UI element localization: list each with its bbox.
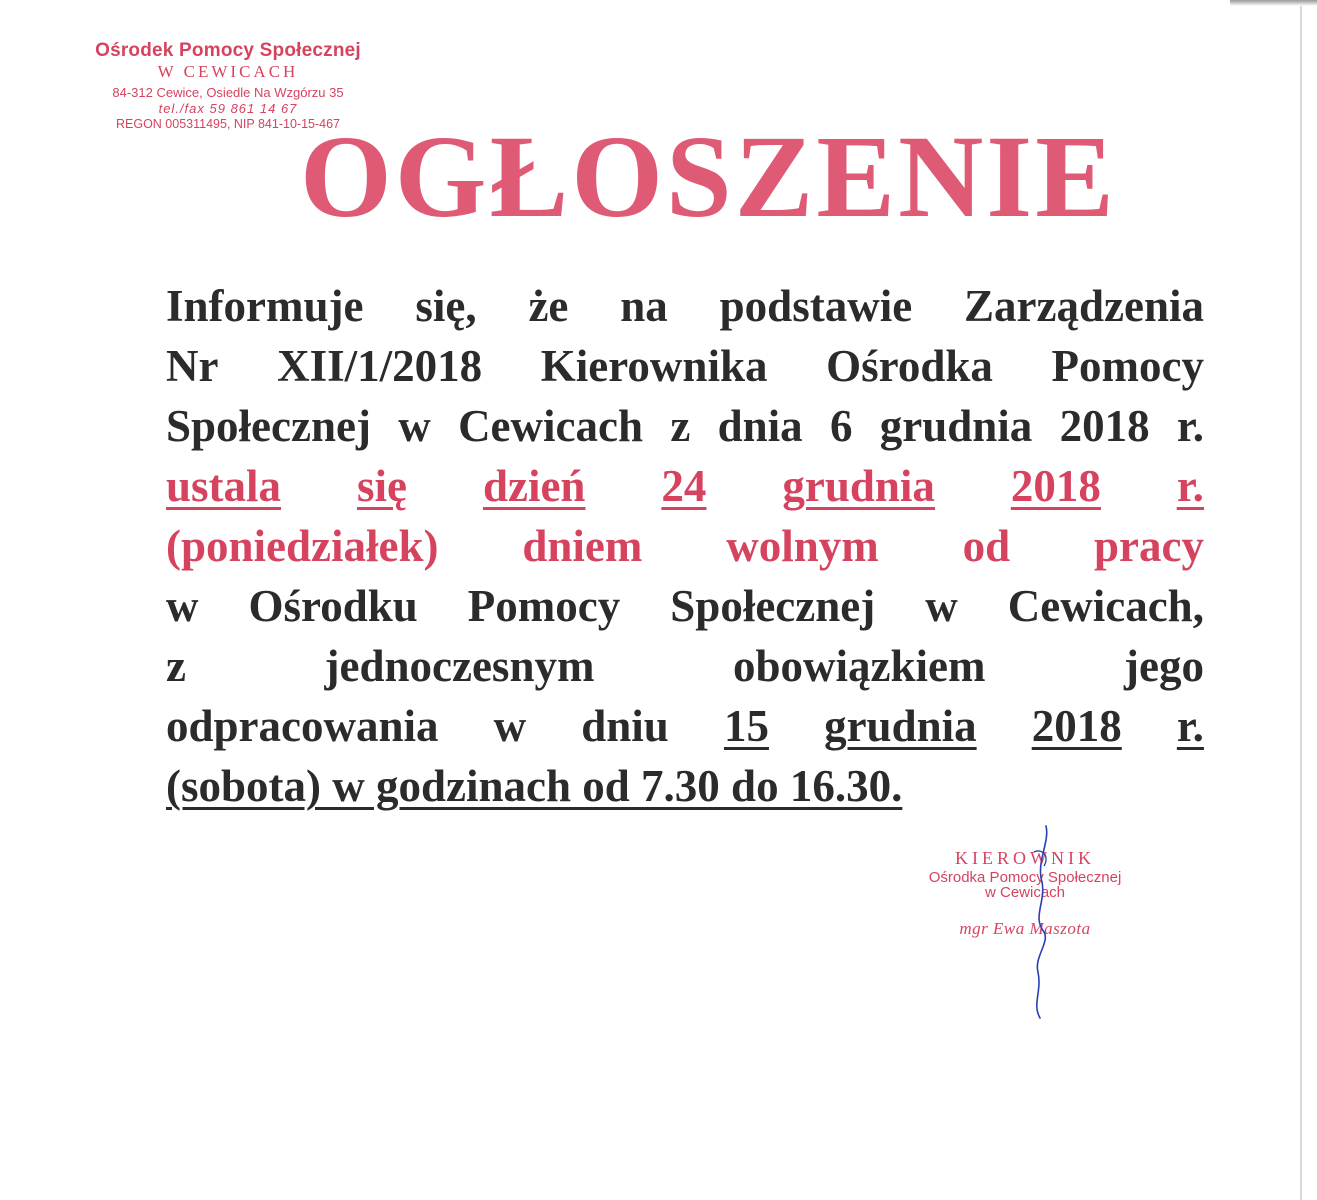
word: (poniedziałek) [166, 521, 439, 571]
underlined-date-word: 2018 [1031, 701, 1122, 751]
signature-place: w Cewicach [984, 884, 1066, 901]
stamp-institution-name: Ośrodek Pomocy Społecznej [95, 40, 361, 61]
word: z [670, 401, 691, 451]
handwritten-signature-icon [1020, 822, 1060, 1022]
word: Pomocy [1051, 341, 1204, 391]
body-line-3 [166, 396, 1204, 456]
word: 2018 [1059, 401, 1150, 451]
signature-role: KIEROWNIK [955, 848, 1095, 868]
body-line-1 [166, 276, 1204, 336]
word: obowiązkiem [732, 641, 986, 691]
underlined-date-word: r. [1176, 701, 1204, 751]
word: Cewicach [458, 401, 644, 451]
word: Pomocy [467, 581, 621, 631]
document-title: OGŁOSZENIE [300, 111, 1117, 242]
body-line-9 [166, 756, 1204, 816]
word: Ośrodka [826, 341, 993, 391]
announcement-body [166, 276, 1204, 816]
word: Ośrodku [248, 581, 418, 631]
word: XII/1/2018 [277, 341, 483, 391]
word: od [962, 521, 1011, 571]
word: Zarządzenia [964, 281, 1204, 331]
word: pracy [1094, 521, 1204, 571]
underlined-date-word: 2018 [1010, 461, 1101, 511]
word: Nr [166, 341, 219, 391]
word: Informuje [166, 281, 364, 331]
word: 6 [829, 401, 853, 451]
signature-org: Ośrodka Pomocy Społecznej [928, 869, 1122, 886]
word: wolnym [726, 521, 879, 571]
stamp-address: 84-312 Cewice, Osiedle Na Wzgórzu 35 [112, 85, 344, 100]
signature-name: mgr Ewa Maszota [959, 919, 1091, 938]
word: na [620, 281, 668, 331]
underlined-date-word: grudnia [782, 461, 935, 511]
underlined-date-word: 15 [723, 701, 769, 751]
word: się [356, 461, 407, 511]
scan-shadow [1230, 0, 1317, 6]
word: dnia [717, 401, 803, 451]
scan-edge [1300, 0, 1302, 1200]
word: grudnia [879, 401, 1033, 451]
word: że [528, 281, 569, 331]
word: Społecznej [166, 401, 371, 451]
word: podstawie [719, 281, 913, 331]
body-line-4-highlighted-date [166, 456, 1204, 516]
word: jednoczesnym [324, 641, 595, 691]
body-line-6 [166, 576, 1204, 636]
word: w [493, 701, 527, 751]
word: w [925, 581, 958, 631]
word: Cewicach, [1007, 581, 1204, 631]
stamp-city: W CEWICACH [157, 62, 299, 81]
word: odpracowania [166, 701, 439, 751]
underlined-date-word: r. [1176, 461, 1204, 511]
word: Społecznej [670, 581, 876, 631]
word: w [398, 401, 431, 451]
body-line-5-highlighted [166, 516, 1204, 576]
word: dzień [482, 461, 586, 511]
word: Kierownika [540, 341, 768, 391]
word: dniu [581, 701, 669, 751]
stamp-phone: tel./fax 59 861 14 67 [158, 101, 298, 116]
word: jego [1124, 641, 1204, 691]
word: się, [415, 281, 477, 331]
underlined-date-word: 24 [661, 461, 707, 511]
word: dniem [522, 521, 643, 571]
word: r. [1176, 401, 1204, 451]
body-line-7 [166, 636, 1204, 696]
stamp-ids: REGON 005311495, NIP 841-10-15-467 [116, 117, 340, 131]
word: ustala [166, 461, 282, 511]
underlined-hours: (sobota) w godzinach od 7.30 do 16.30. [166, 761, 903, 811]
underlined-date-word: grudnia [824, 701, 977, 751]
word: w [166, 581, 199, 631]
body-line-8 [166, 696, 1204, 756]
word: z [166, 641, 186, 691]
body-line-2 [166, 336, 1204, 396]
